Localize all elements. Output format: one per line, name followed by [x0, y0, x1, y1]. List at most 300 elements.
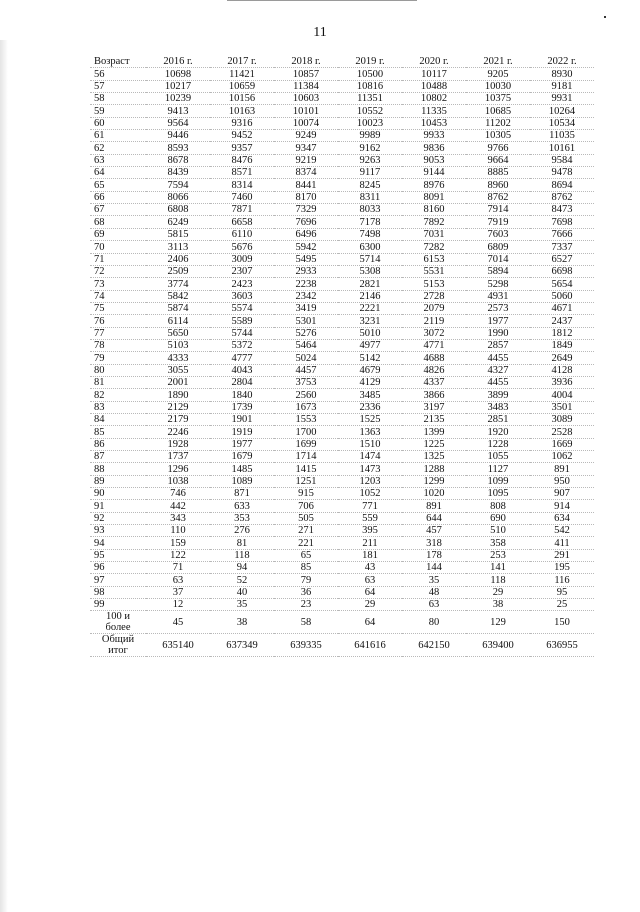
- age-cell: 71: [90, 253, 146, 265]
- page-number: 11: [313, 25, 327, 40]
- value-cell: 1299: [402, 475, 466, 487]
- value-cell: 1977: [210, 438, 274, 450]
- age-cell: 68: [90, 216, 146, 228]
- value-cell: 9181: [530, 80, 594, 92]
- value-cell: 8473: [530, 204, 594, 216]
- value-cell: 7594: [146, 179, 210, 191]
- column-header-2018: 2018 г.: [274, 56, 338, 68]
- value-cell: 8930: [530, 68, 594, 80]
- value-cell: 4043: [210, 364, 274, 376]
- value-cell: 4771: [402, 339, 466, 351]
- value-cell: 2423: [210, 278, 274, 290]
- value-cell: 4333: [146, 352, 210, 364]
- value-cell: 1812: [530, 327, 594, 339]
- value-cell: 1089: [210, 475, 274, 487]
- value-cell: 3899: [466, 389, 530, 401]
- top-scan-rule: [227, 0, 417, 1]
- value-cell: 1474: [338, 451, 402, 463]
- value-cell: 58: [274, 611, 338, 634]
- value-cell: 10117: [402, 68, 466, 80]
- value-cell: 3197: [402, 401, 466, 413]
- value-cell: 1840: [210, 389, 274, 401]
- value-cell: 10603: [274, 93, 338, 105]
- value-cell: 8762: [466, 191, 530, 203]
- value-cell: 11035: [530, 130, 594, 142]
- table-row: [90, 364, 594, 376]
- value-cell: 7871: [210, 204, 274, 216]
- value-cell: 8960: [466, 179, 530, 191]
- total-cell: 641616: [338, 634, 402, 657]
- value-cell: 45: [146, 611, 210, 634]
- value-cell: 1977: [466, 315, 530, 327]
- value-cell: 6249: [146, 216, 210, 228]
- value-cell: 9452: [210, 130, 274, 142]
- value-cell: 94: [210, 562, 274, 574]
- table-row: [90, 488, 594, 500]
- table-body: [90, 68, 594, 611]
- age-cell: 58: [90, 93, 146, 105]
- table-row: [90, 179, 594, 191]
- table-row: [90, 599, 594, 611]
- total-label-line2: итог: [108, 645, 128, 657]
- table-row: [90, 525, 594, 537]
- value-cell: 10217: [146, 80, 210, 92]
- value-cell: 181: [338, 549, 402, 561]
- value-cell: 9931: [530, 93, 594, 105]
- total-label-line1: Общий: [101, 634, 135, 646]
- value-cell: 1052: [338, 488, 402, 500]
- age-cell: 80: [90, 364, 146, 376]
- value-cell: 9933: [402, 130, 466, 142]
- value-cell: 9263: [338, 154, 402, 166]
- age-label-line1: 100 и: [106, 611, 130, 623]
- table-row: [90, 339, 594, 351]
- value-cell: 10534: [530, 117, 594, 129]
- value-cell: 3483: [466, 401, 530, 413]
- value-cell: 9357: [210, 142, 274, 154]
- value-cell: 7460: [210, 191, 274, 203]
- value-cell: 915: [274, 488, 338, 500]
- value-cell: 10030: [466, 80, 530, 92]
- table-row: [90, 315, 594, 327]
- value-cell: 5744: [210, 327, 274, 339]
- value-cell: 64: [338, 611, 402, 634]
- value-cell: 253: [466, 549, 530, 561]
- value-cell: 7337: [530, 241, 594, 253]
- value-cell: 118: [210, 549, 274, 561]
- age-cell: 61: [90, 130, 146, 142]
- age-cell: 87: [90, 451, 146, 463]
- value-cell: 4671: [530, 302, 594, 314]
- value-cell: 29: [338, 599, 402, 611]
- value-cell: 80: [402, 611, 466, 634]
- value-cell: 8160: [402, 204, 466, 216]
- column-header-2016: 2016 г.: [146, 56, 210, 68]
- value-cell: 9249: [274, 130, 338, 142]
- table-row: [90, 586, 594, 598]
- value-cell: 9766: [466, 142, 530, 154]
- age-cell: 89: [90, 475, 146, 487]
- age-cell: 59: [90, 105, 146, 117]
- table-row: [90, 204, 594, 216]
- value-cell: 690: [466, 512, 530, 524]
- table-row: [90, 426, 594, 438]
- value-cell: 10816: [338, 80, 402, 92]
- value-cell: 5464: [274, 339, 338, 351]
- value-cell: 178: [402, 549, 466, 561]
- age-cell: 60: [90, 117, 146, 129]
- value-cell: 63: [146, 574, 210, 586]
- value-cell: 10305: [466, 130, 530, 142]
- column-header-age: Возраст: [90, 56, 146, 68]
- age-cell: 94: [90, 537, 146, 549]
- value-cell: 116: [530, 574, 594, 586]
- table-row: [90, 80, 594, 92]
- value-cell: 1062: [530, 451, 594, 463]
- value-cell: 6658: [210, 216, 274, 228]
- value-cell: 1679: [210, 451, 274, 463]
- value-cell: 4128: [530, 364, 594, 376]
- value-cell: 1739: [210, 401, 274, 413]
- value-cell: 4455: [466, 352, 530, 364]
- age-cell: 85: [90, 426, 146, 438]
- value-cell: 2560: [274, 389, 338, 401]
- value-cell: 12: [146, 599, 210, 611]
- value-cell: 195: [530, 562, 594, 574]
- value-cell: 9664: [466, 154, 530, 166]
- age-cell: 98: [90, 586, 146, 598]
- total-label-cell: [90, 634, 146, 657]
- total-cell: 636955: [530, 634, 594, 657]
- value-cell: 2001: [146, 376, 210, 388]
- age-cell: 69: [90, 228, 146, 240]
- value-cell: 1325: [402, 451, 466, 463]
- value-cell: 79: [274, 574, 338, 586]
- table-row: [90, 401, 594, 413]
- value-cell: 1288: [402, 463, 466, 475]
- table-row: [90, 574, 594, 586]
- value-cell: 1363: [338, 426, 402, 438]
- value-cell: 10023: [338, 117, 402, 129]
- table-row: [90, 352, 594, 364]
- value-cell: 4688: [402, 352, 466, 364]
- value-cell: 3055: [146, 364, 210, 376]
- value-cell: 9219: [274, 154, 338, 166]
- value-cell: 3113: [146, 241, 210, 253]
- table-row-total: [90, 634, 594, 657]
- age-label-line2: более: [105, 622, 131, 634]
- total-cell: 642150: [402, 634, 466, 657]
- value-cell: 276: [210, 525, 274, 537]
- value-cell: 9144: [402, 167, 466, 179]
- value-cell: 891: [530, 463, 594, 475]
- value-cell: 10156: [210, 93, 274, 105]
- value-cell: 1699: [274, 438, 338, 450]
- value-cell: 43: [338, 562, 402, 574]
- table-row: [90, 413, 594, 425]
- age-cell: 66: [90, 191, 146, 203]
- value-cell: 4129: [338, 376, 402, 388]
- value-cell: 5842: [146, 290, 210, 302]
- value-cell: 23: [274, 599, 338, 611]
- value-cell: 5714: [338, 253, 402, 265]
- value-cell: 8245: [338, 179, 402, 191]
- value-cell: 457: [402, 525, 466, 537]
- value-cell: 8571: [210, 167, 274, 179]
- value-cell: 71: [146, 562, 210, 574]
- value-cell: 10239: [146, 93, 210, 105]
- value-cell: 5495: [274, 253, 338, 265]
- value-cell: 5024: [274, 352, 338, 364]
- value-cell: 9117: [338, 167, 402, 179]
- value-cell: 65: [274, 549, 338, 561]
- value-cell: 141: [466, 562, 530, 574]
- value-cell: 291: [530, 549, 594, 561]
- value-cell: 10375: [466, 93, 530, 105]
- age-cell: 93: [90, 525, 146, 537]
- value-cell: 2307: [210, 265, 274, 277]
- value-cell: 10552: [338, 105, 402, 117]
- value-cell: 1296: [146, 463, 210, 475]
- value-cell: 1553: [274, 413, 338, 425]
- value-cell: 5298: [466, 278, 530, 290]
- age-cell: 78: [90, 339, 146, 351]
- age-cell: 76: [90, 315, 146, 327]
- table-row: [90, 451, 594, 463]
- value-cell: 1920: [466, 426, 530, 438]
- value-cell: 5815: [146, 228, 210, 240]
- value-cell: 10659: [210, 80, 274, 92]
- age-cell: 79: [90, 352, 146, 364]
- value-cell: 11384: [274, 80, 338, 92]
- value-cell: 6698: [530, 265, 594, 277]
- table-row: [90, 302, 594, 314]
- value-cell: 7603: [466, 228, 530, 240]
- table-row: [90, 512, 594, 524]
- value-cell: 4455: [466, 376, 530, 388]
- age-cell: 67: [90, 204, 146, 216]
- value-cell: 221: [274, 537, 338, 549]
- value-cell: 1038: [146, 475, 210, 487]
- value-cell: 4826: [402, 364, 466, 376]
- value-cell: 2821: [338, 278, 402, 290]
- value-cell: 8694: [530, 179, 594, 191]
- table-row: [90, 154, 594, 166]
- value-cell: 2528: [530, 426, 594, 438]
- value-cell: 1901: [210, 413, 274, 425]
- value-cell: 2221: [338, 302, 402, 314]
- value-cell: 8091: [402, 191, 466, 203]
- column-header-2022: 2022 г.: [530, 56, 594, 68]
- value-cell: 9446: [146, 130, 210, 142]
- value-cell: 9347: [274, 142, 338, 154]
- age-cell: 83: [90, 401, 146, 413]
- value-cell: 2573: [466, 302, 530, 314]
- age-cell: 63: [90, 154, 146, 166]
- value-cell: 2336: [338, 401, 402, 413]
- age-cell: 82: [90, 389, 146, 401]
- value-cell: 2246: [146, 426, 210, 438]
- value-cell: 3231: [338, 315, 402, 327]
- value-cell: 63: [402, 599, 466, 611]
- value-cell: 8170: [274, 191, 338, 203]
- value-cell: 9162: [338, 142, 402, 154]
- value-cell: 318: [402, 537, 466, 549]
- value-cell: 2649: [530, 352, 594, 364]
- value-cell: 85: [274, 562, 338, 574]
- value-cell: 5650: [146, 327, 210, 339]
- value-cell: 3603: [210, 290, 274, 302]
- column-header-2017: 2017 г.: [210, 56, 274, 68]
- value-cell: 6808: [146, 204, 210, 216]
- value-cell: 8374: [274, 167, 338, 179]
- value-cell: 2179: [146, 413, 210, 425]
- value-cell: 950: [530, 475, 594, 487]
- value-cell: 4457: [274, 364, 338, 376]
- value-cell: 5103: [146, 339, 210, 351]
- value-cell: 1510: [338, 438, 402, 450]
- table-row: [90, 376, 594, 388]
- value-cell: 7698: [530, 216, 594, 228]
- value-cell: 8439: [146, 167, 210, 179]
- value-cell: 5531: [402, 265, 466, 277]
- value-cell: 38: [210, 611, 274, 634]
- value-cell: 10802: [402, 93, 466, 105]
- value-cell: 10101: [274, 105, 338, 117]
- value-cell: 1127: [466, 463, 530, 475]
- value-cell: 5589: [210, 315, 274, 327]
- value-cell: 48: [402, 586, 466, 598]
- value-cell: 6809: [466, 241, 530, 253]
- value-cell: 5153: [402, 278, 466, 290]
- value-cell: 11202: [466, 117, 530, 129]
- age-cell: 57: [90, 80, 146, 92]
- table-row: [90, 228, 594, 240]
- value-cell: 7892: [402, 216, 466, 228]
- table-row: [90, 191, 594, 203]
- value-cell: 8762: [530, 191, 594, 203]
- value-cell: 2804: [210, 376, 274, 388]
- age-cell: 90: [90, 488, 146, 500]
- value-cell: 1669: [530, 438, 594, 450]
- value-cell: 542: [530, 525, 594, 537]
- value-cell: 9836: [402, 142, 466, 154]
- value-cell: 442: [146, 500, 210, 512]
- table-row: [90, 216, 594, 228]
- value-cell: 36: [274, 586, 338, 598]
- value-cell: 9989: [338, 130, 402, 142]
- age-cell: 75: [90, 302, 146, 314]
- value-cell: 9316: [210, 117, 274, 129]
- value-cell: 5276: [274, 327, 338, 339]
- table-row: [90, 105, 594, 117]
- header-row: [90, 56, 594, 68]
- value-cell: 2851: [466, 413, 530, 425]
- column-header-2019: 2019 г.: [338, 56, 402, 68]
- value-cell: 10488: [402, 80, 466, 92]
- age-cell: 62: [90, 142, 146, 154]
- value-cell: 1673: [274, 401, 338, 413]
- value-cell: 52: [210, 574, 274, 586]
- value-cell: 5308: [338, 265, 402, 277]
- value-cell: 8976: [402, 179, 466, 191]
- value-cell: 8033: [338, 204, 402, 216]
- value-cell: 1919: [210, 426, 274, 438]
- value-cell: 2509: [146, 265, 210, 277]
- value-cell: 5654: [530, 278, 594, 290]
- value-cell: 11421: [210, 68, 274, 80]
- table-row: [90, 438, 594, 450]
- value-cell: 10453: [402, 117, 466, 129]
- value-cell: 35: [210, 599, 274, 611]
- value-cell: 871: [210, 488, 274, 500]
- value-cell: 7282: [402, 241, 466, 253]
- value-cell: 1251: [274, 475, 338, 487]
- value-cell: 1099: [466, 475, 530, 487]
- value-cell: 5894: [466, 265, 530, 277]
- table-row: [90, 241, 594, 253]
- value-cell: 10685: [466, 105, 530, 117]
- table-row: [90, 500, 594, 512]
- value-cell: 2079: [402, 302, 466, 314]
- scan-edge-shadow: [0, 40, 8, 912]
- value-cell: 353: [210, 512, 274, 524]
- value-cell: 5372: [210, 339, 274, 351]
- scan-speck: [604, 16, 606, 18]
- table-row: [90, 93, 594, 105]
- value-cell: 6153: [402, 253, 466, 265]
- age-cell: 73: [90, 278, 146, 290]
- value-cell: 1890: [146, 389, 210, 401]
- value-cell: 9584: [530, 154, 594, 166]
- total-cell: 639335: [274, 634, 338, 657]
- value-cell: 95: [530, 586, 594, 598]
- table-row: [90, 290, 594, 302]
- age-cell: 72: [90, 265, 146, 277]
- value-cell: 1399: [402, 426, 466, 438]
- table-row: [90, 130, 594, 142]
- value-cell: 2119: [402, 315, 466, 327]
- table-row: [90, 117, 594, 129]
- value-cell: 4777: [210, 352, 274, 364]
- value-cell: 8885: [466, 167, 530, 179]
- value-cell: 63: [338, 574, 402, 586]
- value-cell: 9564: [146, 117, 210, 129]
- value-cell: 2238: [274, 278, 338, 290]
- value-cell: 7178: [338, 216, 402, 228]
- value-cell: 118: [466, 574, 530, 586]
- value-cell: 8678: [146, 154, 210, 166]
- value-cell: 7014: [466, 253, 530, 265]
- value-cell: 64: [338, 586, 402, 598]
- value-cell: 4337: [402, 376, 466, 388]
- value-cell: 3009: [210, 253, 274, 265]
- age-cell: 74: [90, 290, 146, 302]
- age-cell: 65: [90, 179, 146, 191]
- value-cell: 3866: [402, 389, 466, 401]
- age-cell: 84: [90, 413, 146, 425]
- total-cell: 637349: [210, 634, 274, 657]
- value-cell: 1473: [338, 463, 402, 475]
- value-cell: 1990: [466, 327, 530, 339]
- value-cell: 3774: [146, 278, 210, 290]
- age-cell: 92: [90, 512, 146, 524]
- value-cell: 8066: [146, 191, 210, 203]
- value-cell: 706: [274, 500, 338, 512]
- value-cell: 5574: [210, 302, 274, 314]
- value-cell: 5676: [210, 241, 274, 253]
- value-cell: 8476: [210, 154, 274, 166]
